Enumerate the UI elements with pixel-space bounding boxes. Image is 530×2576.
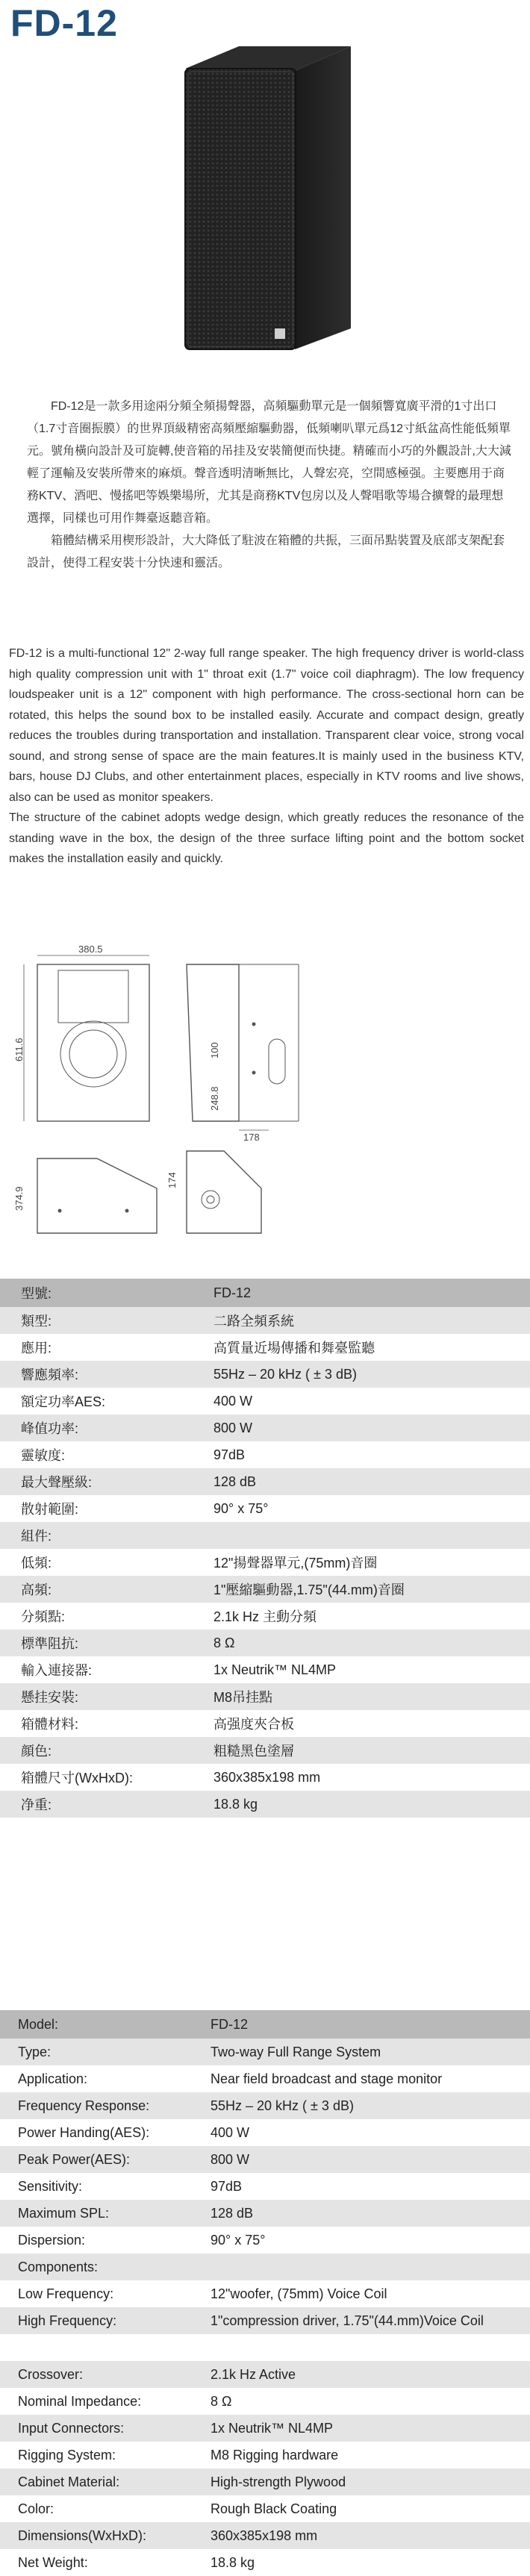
spec-table-zh — [0, 1279, 530, 1818]
spec-value: 1x Neutrik™ NL4MP — [213, 1662, 337, 1677]
spec-label: Application: — [18, 2071, 88, 2086]
spec-value: FD-12 — [213, 1285, 252, 1300]
spec-value: 55Hz – 20 kHz ( ± 3 dB) — [213, 1366, 357, 1382]
spec-row — [0, 1361, 530, 1388]
spec-value: 粗糙黑色塗層 — [213, 1744, 294, 1759]
spec-value — [190, 2334, 530, 2361]
spec-value: 12"揚聲器單元,(75mm)音圈 — [213, 1556, 378, 1571]
spec-label: 分頻點: — [21, 1609, 66, 1624]
spec-row — [0, 2146, 530, 2173]
spec-value — [193, 1522, 530, 1549]
spec-label: Low Frequency: — [18, 2286, 114, 2301]
spec-label: Nominal Impedance: — [18, 2393, 142, 2409]
description-en — [9, 643, 524, 870]
brand-logo-badge — [275, 328, 285, 339]
spec-row — [0, 2254, 530, 2280]
spec-label: 懸挂安裝: — [21, 1690, 79, 1705]
spec-row — [0, 1603, 530, 1630]
spec-value: 2.1k Hz 主動分頻 — [213, 1609, 317, 1624]
spec-value: 360x385x198 mm — [211, 2527, 318, 2543]
spec-row — [0, 2200, 530, 2227]
spec-value: 高强度夾合板 — [213, 1717, 294, 1732]
spec-label: Components: — [18, 2259, 99, 2274]
spec-value: 90° x 75° — [211, 2232, 266, 2248]
spec-row — [0, 2307, 530, 2334]
spec-value: 400 W — [211, 2124, 250, 2140]
spec-value: 12"woofer, (75mm) Voice Coil — [211, 2286, 387, 2301]
spec-row — [0, 1334, 530, 1361]
dim-depth-b: 248.8 — [209, 1086, 220, 1111]
spec-value: 400 W — [213, 1393, 253, 1409]
spec-label: 類型: — [21, 1314, 52, 1329]
spec-row — [0, 2119, 530, 2146]
spec-label: Cabinet Material: — [18, 2474, 120, 2489]
spec-label: Dimensions(WxHxD): — [18, 2527, 147, 2543]
spec-row — [0, 1710, 530, 1737]
spec-value: 18.8 kg — [213, 1796, 258, 1812]
spec-label: 散射範圍: — [21, 1502, 79, 1517]
spec-row — [0, 1279, 530, 1307]
spec-label: 箱體材料: — [21, 1717, 79, 1732]
speaker-photo — [0, 0, 530, 403]
spec-label: Maximum SPL: — [18, 2205, 110, 2221]
spec-label: Net Weight: — [18, 2554, 88, 2570]
spec-label: Dispersion: — [18, 2232, 86, 2248]
spec-label: Crossover: — [18, 2366, 84, 2382]
spec-label: Sensitivity: — [18, 2178, 83, 2194]
spec-label: 净重: — [21, 1797, 52, 1812]
spec-label: 輸入連接器: — [21, 1663, 93, 1678]
dimension-drawing — [15, 942, 373, 1241]
spec-value: 8 Ω — [211, 2393, 232, 2409]
spec-value: 二路全頻系統 — [213, 1314, 294, 1329]
description-zh-paragraph: FD-12是一款多用途兩分頻全頻揚聲器，高頻驅動單元是一個頻響寬廣平滑的1寸出口（1.7寸音圈振膜）的世界頂級精密高頻壓縮驅動器，低頻喇叭單元爲12寸紙盆高性能低頻單元。號角橫向設計及可旋轉,使音箱的吊挂及安裝簡便而快捷。精確而小巧的外觀設計,大大減輕了運輸及安裝所帶來的麻煩。聲音透明清晰無比，人聲宏亮，空間感極强。主要應用于商務KTV、酒吧、慢搖吧等娛樂場所，尤其是商務KTV包房以及人聲唱歌等場合擴聲的最理想選擇，同樣也可用作舞臺返聽音箱。 — [27, 400, 511, 525]
spec-label: Input Connectors: — [18, 2420, 125, 2436]
spec-label: 最大聲壓級: — [21, 1475, 93, 1490]
spec-label: 響應頻率: — [21, 1367, 79, 1382]
spec-row — [0, 2092, 530, 2119]
spec-value: High-strength Plywood — [211, 2474, 346, 2489]
spec-value: Rough Black Coating — [211, 2501, 337, 2516]
spec-value: 18.8 kg — [211, 2554, 255, 2570]
spec-row — [0, 2469, 530, 2495]
spec-row — [0, 2227, 530, 2254]
spec-row — [0, 1549, 530, 1576]
dim-side-h: 174 — [166, 1172, 178, 1188]
spec-value: 97dB — [211, 2178, 243, 2194]
spec-label: 顔色: — [21, 1744, 52, 1759]
spec-row — [0, 2495, 530, 2522]
spec-row — [0, 1468, 530, 1495]
spec-label — [0, 2334, 190, 2361]
spec-label: 型號: — [21, 1286, 52, 1301]
spec-label: 靈敏度: — [21, 1448, 66, 1463]
spec-label: 峰值功率: — [21, 1421, 79, 1436]
spec-row — [0, 1630, 530, 1656]
spec-value: 1"compression driver, 1.75"(44.mm)Voice Coil — [211, 2313, 484, 2328]
spec-row — [0, 2388, 530, 2415]
spec-value: 128 dB — [211, 2205, 254, 2221]
spec-row — [0, 1576, 530, 1603]
spec-value: 97dB — [213, 1447, 246, 1462]
spec-row — [0, 2415, 530, 2442]
spec-row — [0, 2361, 530, 2388]
spec-row — [0, 1791, 530, 1818]
spec-value: 55Hz – 20 kHz ( ± 3 dB) — [211, 2098, 354, 2113]
dim-height: 611.6 — [13, 1038, 25, 1061]
spec-label: Frequency Response: — [18, 2098, 150, 2113]
spec-label: Color: — [18, 2501, 54, 2516]
page-title: FD-12 — [10, 2, 118, 44]
spec-row — [0, 2334, 530, 2361]
spec-label: 低頻: — [21, 1556, 52, 1571]
spec-value: FD-12 — [211, 2016, 249, 2032]
spec-label: Rigging System: — [18, 2447, 116, 2463]
spec-row — [0, 2039, 530, 2065]
spec-value: 1"壓縮驅動器,1.75"(44.mm)音圈 — [213, 1582, 405, 1597]
spec-row — [0, 2173, 530, 2200]
dim-depth-a: 100 — [209, 1042, 220, 1058]
spec-label: High Frequency: — [18, 2313, 117, 2328]
spec-label: 高頻: — [21, 1582, 52, 1597]
spec-row — [0, 2065, 530, 2092]
spec-label: 組件: — [21, 1529, 52, 1544]
spec-row — [0, 2010, 530, 2039]
spec-value: 800 W — [211, 2151, 250, 2167]
spec-value: M8吊挂點 — [213, 1690, 273, 1705]
spec-row — [0, 1737, 530, 1764]
spec-value: 2.1k Hz Active — [211, 2366, 296, 2382]
spec-row — [0, 2442, 530, 2469]
spec-value: 360x385x198 mm — [213, 1769, 321, 1785]
spec-value: Near field broadcast and stage monitor — [211, 2071, 443, 2086]
spec-label: 額定功率AES: — [21, 1394, 106, 1409]
description-zh-paragraph: 箱體結構采用楔形設計，大大降低了駐波在箱體的共振，三面吊點裝置及底部支架配套設計，使得工程安裝十分快速和靈活。 — [27, 534, 505, 570]
spec-label: 標準阻抗: — [21, 1636, 79, 1651]
description-en-paragraph: The structure of the cabinet adopts wedge design, which greatly reduces the resonance of the standing wave in the box, the design of the three surface lifting point and the bottom socket makes the installation easily and quickly. — [9, 811, 524, 865]
spec-row — [0, 1307, 530, 1334]
description-zh — [27, 396, 512, 575]
spec-label: 箱體尺寸(WxHxD): — [21, 1771, 133, 1786]
spec-row — [0, 2522, 530, 2549]
spec-row — [0, 1764, 530, 1791]
spec-value: 90° x 75° — [213, 1500, 269, 1516]
spec-table-en — [0, 2010, 530, 2576]
spec-row — [0, 1415, 530, 1441]
spec-label: Peak Power(AES): — [18, 2151, 131, 2167]
spec-value: 128 dB — [213, 1473, 257, 1489]
spec-row — [0, 1388, 530, 1415]
spec-label: 應用: — [21, 1341, 52, 1356]
spec-row — [0, 2549, 530, 2576]
spec-value — [190, 2254, 530, 2280]
spec-label: Type: — [18, 2044, 52, 2059]
spec-row — [0, 1683, 530, 1710]
dim-depth-c: 178 — [243, 1132, 260, 1143]
spec-value: 高質量近場傳播和舞臺監聽 — [213, 1341, 375, 1356]
spec-row — [0, 1522, 530, 1549]
spec-value: Two-way Full Range System — [211, 2044, 381, 2059]
dim-bottom-h: 374.9 — [13, 1186, 25, 1211]
spec-row — [0, 1656, 530, 1683]
spec-label: Power Handing(AES): — [18, 2124, 150, 2140]
spec-row — [0, 1495, 530, 1522]
spec-value: 800 W — [213, 1420, 253, 1435]
spec-row — [0, 1441, 530, 1468]
spec-label: Model: — [18, 2016, 59, 2032]
spec-row — [0, 2280, 530, 2307]
dim-width: 380.5 — [78, 944, 103, 955]
description-en-paragraph: FD-12 is a multi-functional 12" 2-way full range speaker. The high frequency driver is world-class high quality compression unit with 1" throat exit (1.7" voice coil diaphragm). The low frequency loudspeaker unit is a 12" component with high performance. The cross-sectional horn can be rotated, this helps the sound box to be installed easily. Accurate and compact design, greatly reduces the troubles during transportation and installation. Transparent clear voice, strong vocal sound, and strong sense of space are the main features.It is mainly used in the business KTV, bars, house DJ Clubs, and other entertainment places, especially in KTV rooms and live shows, also can be used as monitor speakers. — [9, 647, 524, 804]
spec-value: 1x Neutrik™ NL4MP — [211, 2420, 334, 2436]
spec-value: 8 Ω — [213, 1635, 235, 1650]
spec-value: M8 Rigging hardware — [211, 2447, 339, 2463]
